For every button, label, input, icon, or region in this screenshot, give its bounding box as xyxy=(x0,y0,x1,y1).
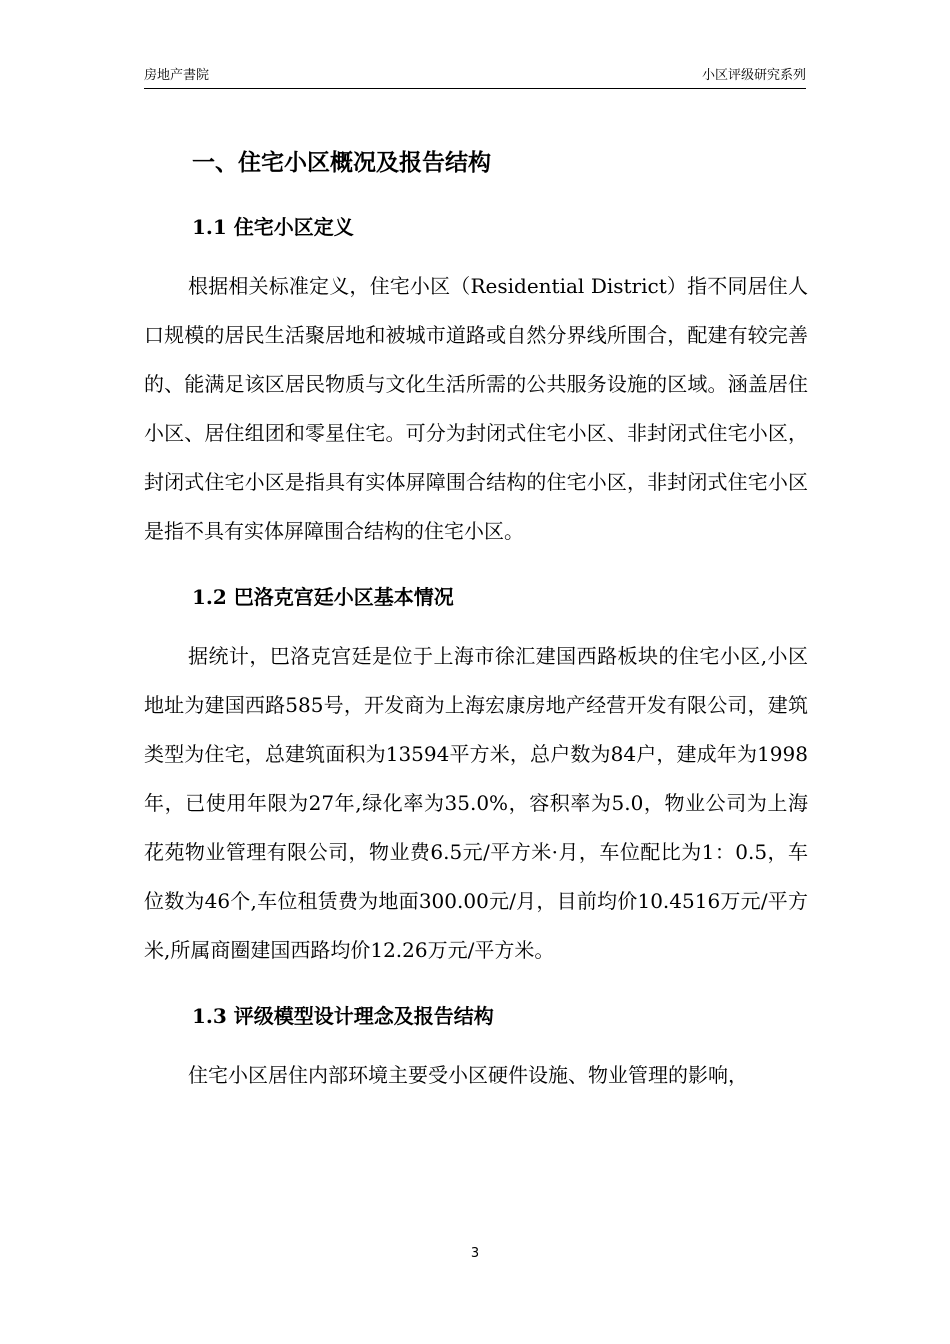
page-header xyxy=(144,64,806,89)
paragraph-model-design: 住宅小区居住内部环境主要受小区硬件设施、物业管理的影响， xyxy=(188,1063,748,1087)
document-body xyxy=(144,140,808,1100)
subsection-title-1-3: 1.3 评级模型设计理念及报告结构 xyxy=(192,1004,494,1028)
header-series: 小区评级研究系列 xyxy=(701,68,806,83)
subsection-title-1-1: 1.1 住宅小区定义 xyxy=(192,215,354,239)
header-publisher: 房地产書院 xyxy=(144,68,210,83)
paragraph-basic-info: 据统计，巴洛克宫廷是位于上海市徐汇建国西路板块的住宅小区,小区地址为建国西路585号，开发商为上海宏康房地产经营开发有限公司，建筑类型为住宅，总建筑面积为13594平方米，总户数为84户，建成年为1998年，已使用年限为27年,绿化率为35.0%，容积率为5.0，物业公司为上海花苑物业管理有限公司，物业费6.5元/平方米·月，车位配比为1：0.5，车位数为46个,车位租赁费为地面300.00元/月，目前均价10.4516万元/平方米,所属商圈建国西路均价12.26万元/平方米。 xyxy=(144,644,808,962)
page-number: 3 xyxy=(470,1246,480,1261)
section-title: 一、住宅小区概况及报告结构 xyxy=(192,149,491,176)
subsection-title-1-2: 1.2 巴洛克宫廷小区基本情况 xyxy=(192,585,454,609)
paragraph-definition: 根据相关标准定义，住宅小区（Residential District）指不同居住人口规模的居民生活聚居地和被城市道路或自然分界线所围合，配建有较完善的、能满足该区居民物质与文化生活所需的公共服务设施的区域。涵盖居住小区、居住组团和零星住宅。可分为封闭式住宅小区、非封闭式住宅小区，封闭式住宅小区是指具有实体屏障围合结构的住宅小区，非封闭式住宅小区是指不具有实体屏障围合结构的住宅小区。 xyxy=(144,274,808,543)
